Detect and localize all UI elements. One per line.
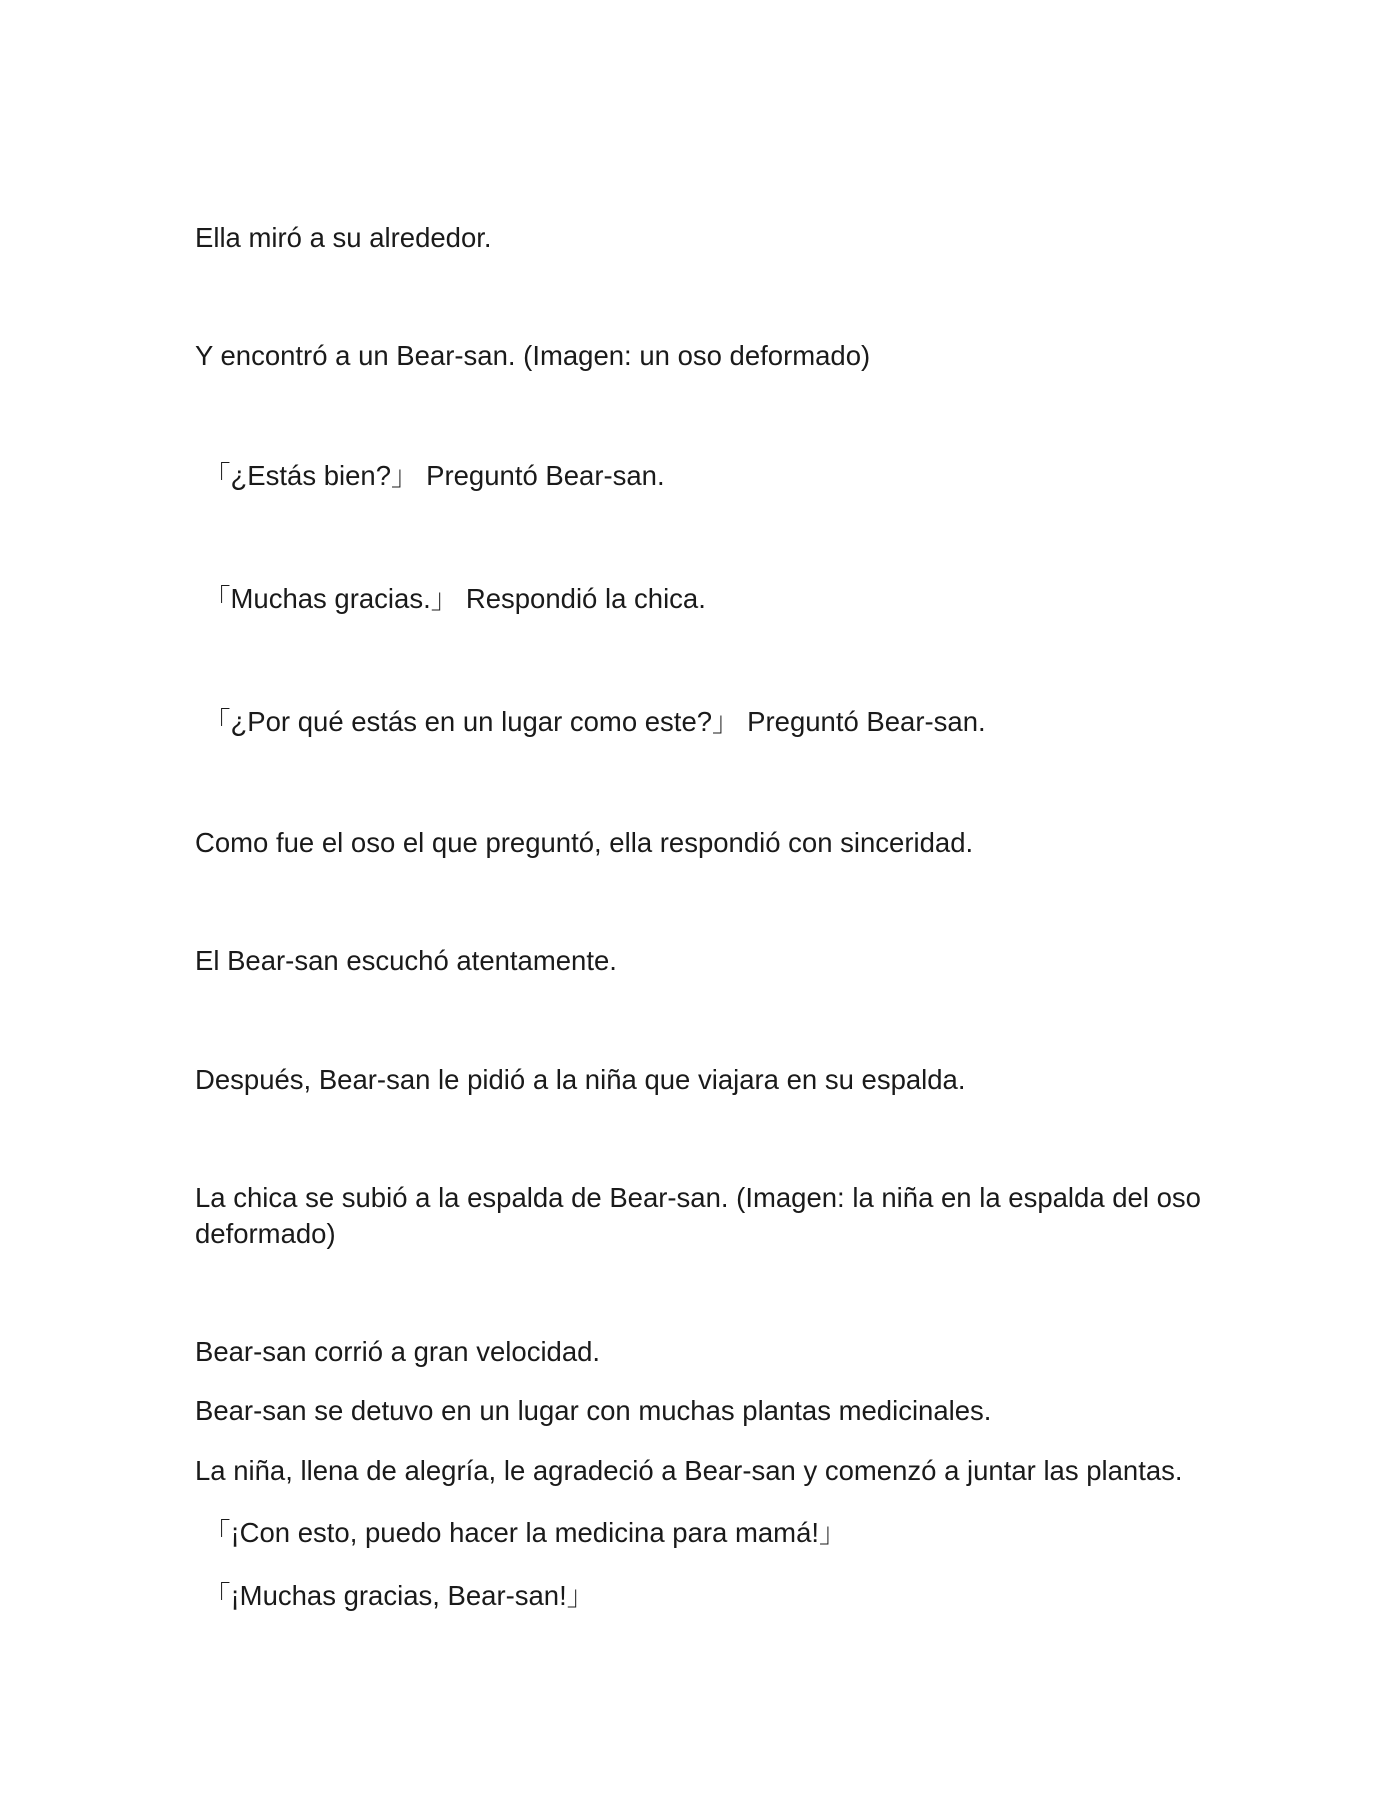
paragraph: La chica se subió a la espalda de Bear-san. (Imagen: la niña en la espalda del oso deformado) [195,1182,1201,1249]
paragraph: La niña, llena de alegría, le agradeció a Bear-san y comenzó a juntar las plantas. [195,1455,1183,1486]
paragraph: Y encontró a un Bear-san. (Imagen: un oso deformado) [195,340,871,371]
paragraph: Bear-san corrió a gran velocidad. [195,1336,601,1367]
paragraph: Después, Bear-san le pidió a la niña que viajara en su espalda. [195,1064,966,1095]
dialogue-line: 「¿Estás bien?」 Preguntó Bear-san. [203,460,665,491]
paragraph: Como fue el oso el que preguntó, ella respondió con sinceridad. [195,827,974,858]
dialogue-line: 「¿Por qué estás en un lugar como este?」 Preguntó Bear-san. [203,706,986,737]
paragraph: Bear-san se detuvo en un lugar con muchas plantas medicinales. [195,1395,992,1426]
dialogue-line: 「Muchas gracias.」 Respondió la chica. [203,583,706,614]
dialogue-line: 「¡Con esto, puedo hacer la medicina para mamá!」 [203,1517,847,1548]
paragraph: El Bear-san escuchó atentamente. [195,945,617,976]
paragraph: Ella miró a su alrededor. [195,222,492,253]
dialogue-line: 「¡Muchas gracias, Bear-san!」 [203,1580,595,1611]
